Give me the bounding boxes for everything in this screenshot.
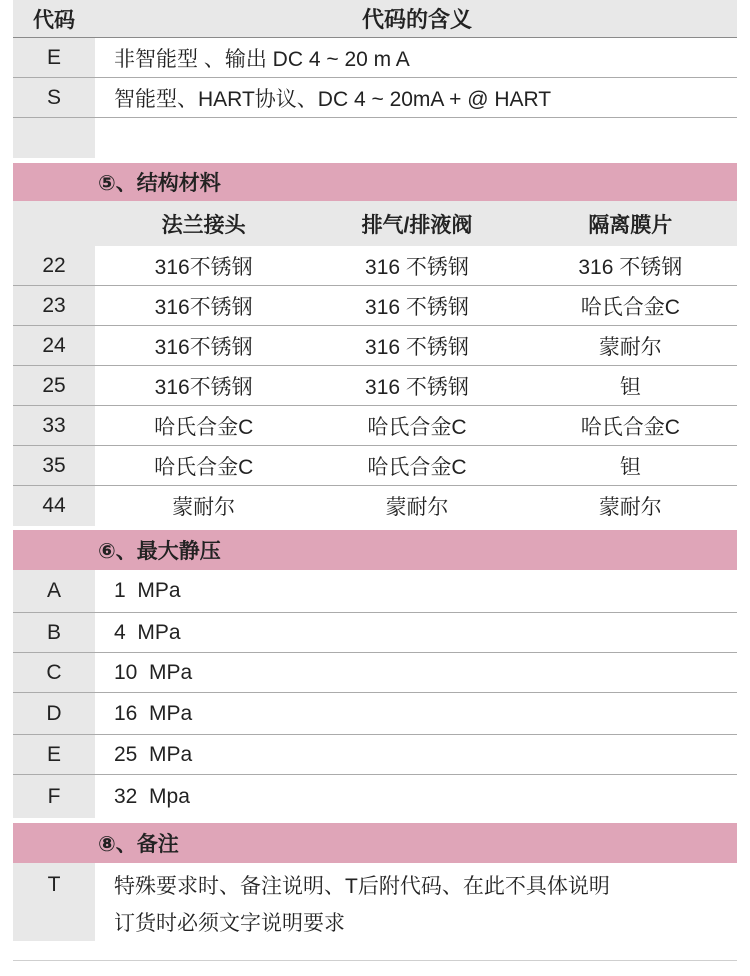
code-cell: A: [13, 570, 95, 612]
code-cell: C: [13, 653, 95, 692]
valve-cell: 316 不锈钢: [365, 295, 469, 319]
code-cell: F: [13, 775, 95, 818]
code-cell: E: [13, 735, 95, 774]
pressure-row-E: [13, 735, 737, 775]
diaphragm-cell: 蒙耐尔: [598, 496, 662, 519]
pressure-row-A: [13, 570, 737, 613]
col-header-valve: 排气/排液阀: [361, 213, 473, 237]
section-header-remarks: ⑧、备注: [13, 823, 737, 863]
col-header-meaning: 代码的含义: [361, 7, 472, 32]
col-header-code: 代码: [33, 8, 75, 32]
pressure-row-C: [13, 653, 737, 693]
code-cell: E: [13, 38, 95, 77]
pressure-row-B: [13, 613, 737, 653]
code-cell: 44: [13, 486, 95, 526]
material-row-25: [13, 366, 737, 406]
flange-cell: 316不锈钢: [154, 335, 253, 359]
remark-row-T: [13, 863, 737, 941]
diaphragm-cell: 哈氏合金C: [580, 295, 680, 319]
diaphragm-cell: 钽: [619, 455, 641, 479]
valve-cell: 316 不锈钢: [365, 255, 469, 279]
valve-cell: 哈氏合金C: [367, 455, 467, 479]
flange-cell: 哈氏合金C: [154, 455, 254, 479]
material-row-35: [13, 446, 737, 486]
meaning-cell: 非智能型 、输出 DC 4 ~ 20 m A: [114, 47, 410, 71]
diaphragm-cell: 316 不锈钢: [578, 255, 683, 279]
valve-cell: 316 不锈钢: [365, 335, 469, 359]
pressure-value: 32 Mpa: [114, 784, 190, 808]
code-row-E: [13, 38, 737, 78]
code-cell: D: [13, 693, 95, 734]
material-row-23: [13, 286, 737, 326]
code-cell: S: [13, 78, 95, 117]
pressure-value: 25 MPa: [114, 742, 193, 766]
valve-cell: 哈氏合金C: [367, 415, 467, 439]
materials-column-header-row: [13, 201, 737, 246]
flange-cell: 蒙耐尔: [172, 496, 236, 519]
pressure-value: 1 MPa: [114, 579, 181, 602]
code-cell: 22: [13, 246, 95, 285]
valve-cell: 316 不锈钢: [365, 375, 469, 399]
material-row-24: [13, 326, 737, 366]
table-bottom-rule: [13, 960, 737, 961]
material-row-44: [13, 486, 737, 526]
code-cell: 24: [13, 326, 95, 365]
remark-text: [97, 863, 737, 941]
flange-cell: 316不锈钢: [154, 255, 253, 279]
material-row-33: [13, 406, 737, 446]
section-header-pressure: ⑥、最大静压: [13, 530, 737, 570]
pressure-value: 16 MPa: [114, 701, 193, 725]
code-cell: 33: [13, 406, 95, 445]
col-header-diaphragm: 隔离膜片: [588, 213, 673, 237]
valve-cell: 蒙耐尔: [385, 496, 449, 519]
empty-code-cell: [13, 118, 95, 158]
diaphragm-cell: 哈氏合金C: [580, 415, 680, 439]
remark-line-1: 特殊要求时、备注说明、T后附代码、在此不具体说明: [114, 875, 610, 898]
pressure-row-D: [13, 693, 737, 735]
flange-cell: 316不锈钢: [154, 295, 253, 319]
flange-cell: 哈氏合金C: [154, 415, 254, 439]
diaphragm-cell: 蒙耐尔: [598, 335, 662, 359]
col-header-flange: 法兰接头: [161, 213, 246, 237]
diaphragm-cell: 钽: [619, 375, 641, 399]
pressure-value: 4 MPa: [114, 620, 181, 644]
pressure-row-F: [13, 775, 737, 818]
code-cell: B: [13, 613, 95, 652]
pressure-value: 10 MPa: [114, 660, 193, 684]
code-row-S: [13, 78, 737, 118]
flange-cell: 316不锈钢: [154, 375, 253, 399]
section-header-materials: ⑤、结构材料: [13, 163, 737, 201]
table-header-row: [13, 0, 737, 38]
code-cell: 23: [13, 286, 95, 325]
code-cell: T: [13, 863, 95, 941]
meaning-cell: 智能型、HART协议、DC 4 ~ 20mA + @ HART: [114, 87, 552, 111]
product-code-table: [13, 0, 737, 961]
empty-row: [13, 118, 737, 158]
material-row-22: [13, 246, 737, 286]
remark-line-2: 订货时必须文字说明要求: [114, 912, 345, 935]
code-cell: 25: [13, 366, 95, 405]
code-cell: 35: [13, 446, 95, 485]
